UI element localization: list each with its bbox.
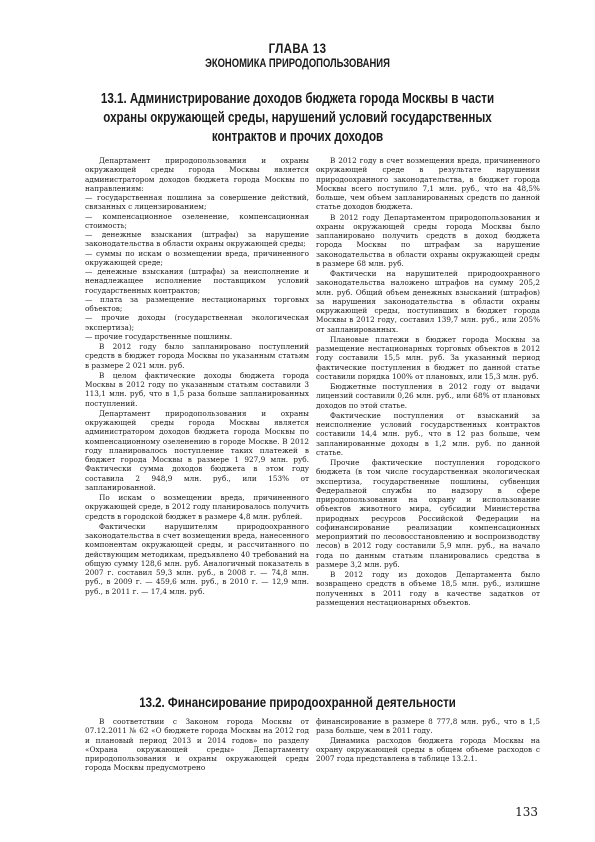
list-item: — прочие доходы (государственная экологическая экспертиза);	[85, 313, 309, 332]
section-13-2-left-column	[85, 717, 309, 773]
list-item: — компенсационное озеленение, компенсационная стоимость;	[85, 211, 309, 230]
paragraph: В 2012 году было запланировано поступлений средств в бюджет города Москвы по указанным статьям в размере 2 021 млн. руб.	[85, 342, 309, 370]
section-13-1-right-column	[316, 156, 540, 607]
list-item: — денежные взыскания (штрафы) за нарушение законодательства в области охраны окружающей среды;	[85, 230, 309, 249]
chapter-title: ГЛАВА 13	[268, 40, 327, 56]
paragraph: Бюджетные поступления в 2012 году от выдачи лицензий составили 0,26 млн. руб., или 68% от плановых доходов по этой статье.	[316, 382, 540, 410]
paragraph: В 2012 году Департаментом природопользования и охраны окружающей среды города Москвы было запланировано получить средств в доход бюджета города Москвы по штрафам за нарушение законодательства в области охраны окружающей среды в размере 68 млн. руб.	[316, 212, 540, 268]
list-item: — прочие государственные пошлины.	[85, 331, 233, 341]
paragraph: Фактически нарушителям природоохранного законодательства в счет возмещения вреда, нанесенного компонентам окружающей среды, и рассчитанного по действующим методикам, предъявлено 40 требований на общую сумму 128,6 млн. руб. Аналогичный показатель в 2007 г. составил 59,3 млн. руб., в 2008 г. — 74,8 млн. руб., в 2009 г. — 459,6 млн. руб., в 2010 г. — 12,9 млн. руб., в 2011 г. — 17,4 млн. руб.	[85, 521, 309, 596]
section-13-2-title: 13.2. Финансирование природоохранной деятельности	[139, 694, 456, 710]
paragraph: Департамент природопользования и охраны окружающей среды города Москвы является администратором доходов бюджета города Москвы по компенсационному озеленению в городе Москве. В 2012 году планировалось поступление таких платежей в бюджет города Москвы в размере 1 927,9 млн. руб. Фактически сумма доходов бюджета в этом году составила 2 948,9 млн. руб., или 153% от запланированной.	[85, 408, 309, 492]
paragraph: В целом фактические доходы бюджета города Москвы в 2012 году по указанным статьям составили 3 113,1 млн. руб, что в 1,5 раза больше запланированных поступлений.	[85, 370, 309, 408]
paragraph: финансирование в размере 8 777,8 млн. руб., что в 1,5 раза больше, чем в 2011 году.	[316, 717, 540, 736]
paragraph: По искам о возмещении вреда, причиненного окружающей среде, в 2012 году планировалось получить средств в городской бюджет в размере 4,8 млн. рублей.	[85, 493, 309, 521]
chapter-subtitle: ЭКОНОМИКА ПРИРОДОПОЛЬЗОВАНИЯ	[205, 58, 390, 70]
section-13-1-left-column	[85, 156, 309, 596]
page-number: 133	[515, 805, 538, 819]
section-13-2-right-column	[316, 717, 540, 763]
list-item: — денежные взыскания (штрафы) за неисполнение и ненадлежащее исполнение поставщиком условий государственных контрактов;	[85, 267, 309, 295]
list-item: — суммы по искам о возмещении вреда, причиненного окружающей среде;	[85, 248, 309, 267]
paragraph: Фактически на нарушителей природоохранного законодательства наложено штрафов на сумму 205,2 млн. руб. Общий объем денежных взысканий (штрафов) за нарушения законодательства в области охраны окружающей среды, поступивших в бюджет города Москвы в 2012 году, составил 139,7 млн. руб., или 205% от запланированных.	[316, 269, 540, 334]
paragraph: Департамент природопользования и охраны окружающей среды города Москвы является администратором доходов бюджета города Москвы по направлениям:	[85, 156, 309, 193]
paragraph: Фактические поступления от взысканий за неисполнение условий государственных контрактов составили 14,4 млн. руб., что в 12 раз больше, чем запланированные доходы в 1,2 млн. руб. по данной статье.	[316, 410, 540, 457]
list-item: — государственная пошлина за совершение действий, связанных с лицензированием;	[85, 193, 309, 212]
paragraph: Динамика расходов бюджета города Москвы на охрану окружающей среды в общем объеме расходов с 2007 года представлена в таблице 13.2.1.	[316, 735, 540, 763]
paragraph: Прочие фактические поступления городского бюджета (в том числе государственная экологическая экспертиза, государственные пошлины, субвенция Федеральной службы по надзору в сфере природопользования на охрану и использование объектов животного мира, субсидии Министерства природных ресурсов Российской Федерации на софинансирование реализации компенсационных мероприятий по лесовосстановлению и воспроизводству лесов) в 2012 году составили 5,9 млн. руб., на начало года по данным статьям планировались средства в размере 3,2 млн. руб.	[316, 458, 540, 569]
paragraph: В 2012 году из доходов Департамента было возвращено средств в объеме 18,5 млн. руб., излишне полученных в 2011 году в качестве задатков от размещения нестационарных объектов.	[316, 570, 540, 607]
paragraph: В 2012 году в счет возмещения вреда, причиненного окружающей среде в результате нарушения природоохранного законодательства, в бюджет города Москвы всего поступило 7,1 млн. руб., что на 48,5% больше, чем объем запланированных средств по данной статье доходов бюджета.	[316, 156, 540, 212]
paragraph: Плановые платежи в бюджет города Москвы за размещение нестационарных торговых объектов в 2012 году составили 15,5 млн. руб. За указанный период фактические поступления в бюджет по данной статье составили порядка 100% от плановых, или 15,3 млн. руб.	[316, 334, 540, 381]
section-13-1-title: 13.1. Администрирование доходов бюджета города Москвы в части охраны окружающей среды, нарушений условий государственных контрактов и прочих доходов	[100, 91, 495, 145]
list-item: — плата за размещение нестационарных торговых объектов;	[85, 294, 309, 313]
paragraph: В соответствии с Законом города Москвы от 07.12.2011 № 62 «О бюджете города Москвы на 2012 год и плановый период 2013 и 2014 годов» по разделу «Охрана окружающей среды» Департаменту природопользования и охраны окружающей среды города Москвы предусмотрено	[85, 717, 309, 773]
